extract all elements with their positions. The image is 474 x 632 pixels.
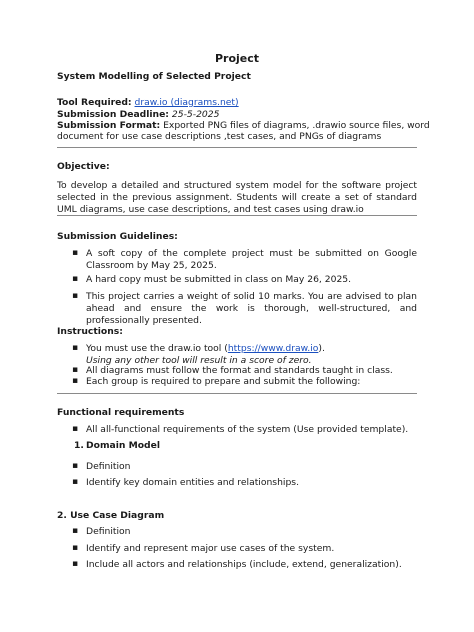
list-item-text: Identify and represent major use cases of the system. xyxy=(86,543,335,554)
bullet-icon: ▪ xyxy=(72,291,79,301)
list-item-text: This project carries a weight of solid 10 marks. You are advised to plan ahead and ensure the work is thorough, well-structured, and professionally presented. xyxy=(86,291,417,326)
instruction-1-suffix: ). xyxy=(318,343,325,354)
list-item xyxy=(74,559,417,571)
bullet-icon: ▪ xyxy=(72,424,79,434)
objective-heading: Objective: xyxy=(57,161,110,172)
bullet-icon: ▪ xyxy=(72,461,79,471)
list-item-text: Each group is required to prepare and submit the following: xyxy=(86,376,361,387)
bullet-icon: ▪ xyxy=(72,274,79,284)
list-item-text: Definition xyxy=(86,526,131,537)
bullet-icon: ▪ xyxy=(72,376,79,386)
bullet-icon: ▪ xyxy=(72,365,79,375)
bullet-icon: ▪ xyxy=(72,477,79,487)
bullet-icon: ▪ xyxy=(72,559,79,569)
list-item xyxy=(74,526,417,538)
page-title: Project xyxy=(214,52,260,65)
format-label: Submission Format: xyxy=(57,120,161,131)
list-item-text: Definition xyxy=(86,461,131,472)
list-item-text: All diagrams must follow the format and standards taught in class. xyxy=(86,365,393,376)
deadline-label: Submission Deadline: xyxy=(57,109,169,120)
list-item xyxy=(74,376,417,388)
divider xyxy=(57,147,417,148)
use-case-heading: 2. Use Case Diagram xyxy=(57,510,165,521)
instructions-heading: Instructions: xyxy=(57,326,123,337)
guidelines-heading: Submission Guidelines: xyxy=(57,231,178,242)
domain-model-number: 1. xyxy=(74,440,84,451)
bullet-icon: ▪ xyxy=(72,248,79,258)
list-item xyxy=(74,477,417,489)
list-item-text: Identify key domain entities and relationships. xyxy=(86,477,299,488)
list-item xyxy=(74,424,417,436)
list-item-text: All all-functional requirements of the system (Use provided template). xyxy=(86,424,409,435)
list-item xyxy=(74,291,417,326)
tool-required-label: Tool Required: xyxy=(57,97,132,108)
list-item xyxy=(74,343,417,367)
bullet-icon: ▪ xyxy=(72,543,79,553)
list-item xyxy=(74,248,417,272)
drawio-url-link[interactable]: https://www.draw.io xyxy=(227,343,319,354)
divider xyxy=(57,215,417,216)
bullet-icon: ▪ xyxy=(72,343,79,353)
divider xyxy=(57,393,417,394)
objective-text: To develop a detailed and structured system model for the software project selected in the previous assignment. Students will create a set of standard UML diagrams, use case descriptions, and test cases using draw.io xyxy=(57,180,417,215)
list-item-text: A hard copy must be submitted in class on May 26, 2025. xyxy=(86,274,352,285)
instruction-1-note: Using any other tool will result in a score of zero. xyxy=(86,354,312,366)
list-item xyxy=(74,543,417,555)
deadline-value: 25-5-2025 xyxy=(171,109,220,120)
format-value-line1: Exported PNG files of diagrams, .drawio source files, word xyxy=(163,120,430,131)
domain-model-title: Domain Model xyxy=(86,440,161,451)
drawio-link[interactable]: draw.io (diagrams.net) xyxy=(134,97,239,108)
list-item xyxy=(74,461,417,473)
domain-model-heading xyxy=(74,440,160,452)
list-item xyxy=(74,274,417,286)
instruction-1-prefix: You must use the draw.io tool ( xyxy=(86,343,228,354)
tool-required-line xyxy=(57,97,239,109)
subtitle: System Modelling of Selected Project xyxy=(57,71,251,82)
bullet-icon: ▪ xyxy=(72,526,79,536)
list-item-text: Include all actors and relationships (include, extend, generalization). xyxy=(86,559,402,570)
format-value-line2: document for use case descriptions ,test cases, and PNGs of diagrams xyxy=(57,131,382,142)
functional-heading: Functional requirements xyxy=(57,407,185,418)
list-item-text: A soft copy of the complete project must be submitted on Google Classroom by May 25, 2025. xyxy=(86,248,417,271)
